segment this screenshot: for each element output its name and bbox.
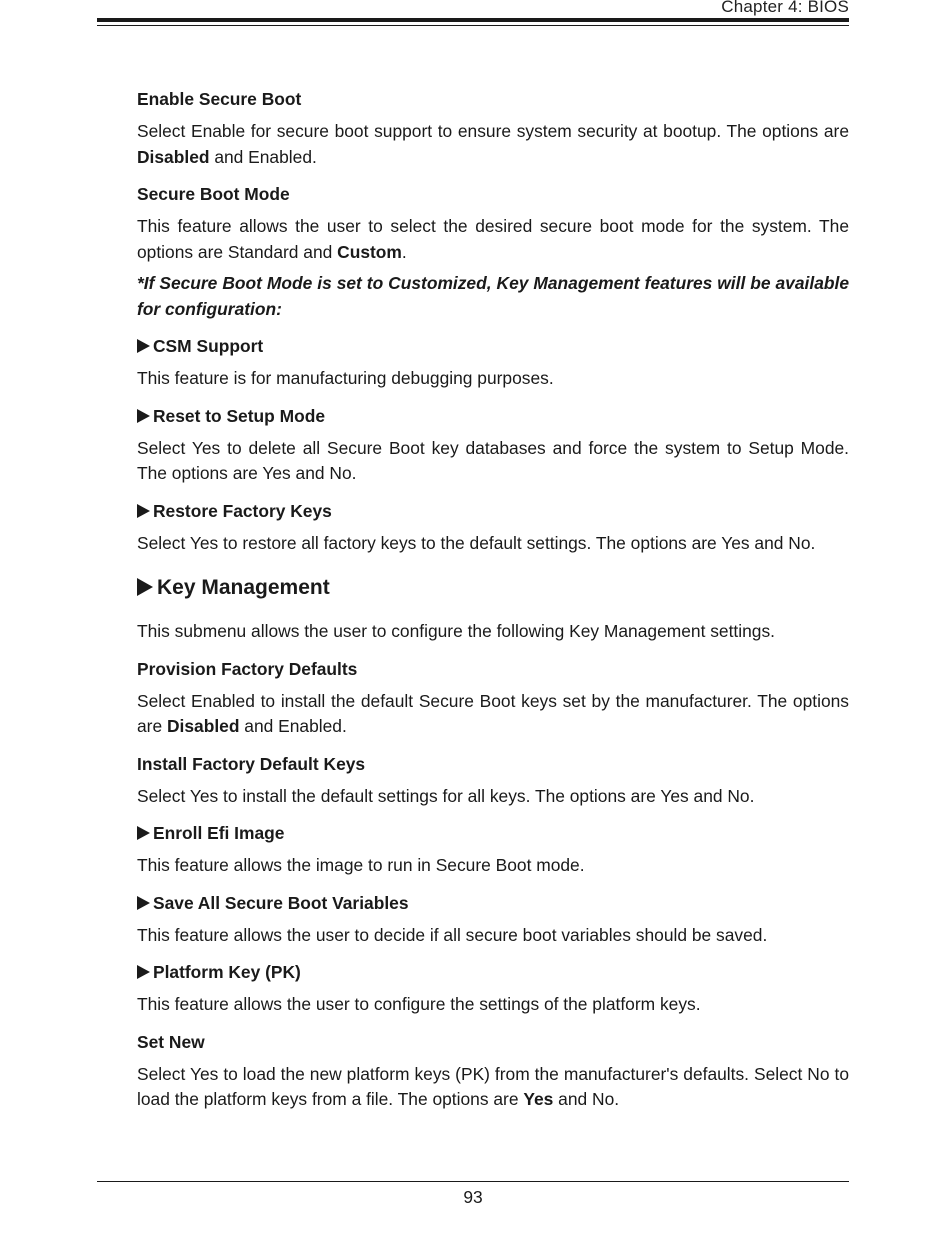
desc-set-new bbox=[137, 1062, 849, 1113]
item-enroll-efi-image bbox=[137, 822, 849, 879]
desc-text: and No. bbox=[553, 1089, 620, 1109]
heading-platform-key bbox=[137, 961, 849, 983]
heading-enroll-efi-image bbox=[137, 822, 849, 844]
section-key-management bbox=[137, 575, 849, 645]
desc-reset-to-setup-mode: Select Yes to delete all Secure Boot key databases and force the system to Setup Mode. The options are Yes and No. bbox=[137, 437, 849, 483]
desc-enable-secure-boot bbox=[137, 119, 849, 170]
submenu-arrow-icon bbox=[137, 578, 153, 596]
heading-label: Restore Factory Keys bbox=[153, 500, 332, 521]
submenu-arrow-icon bbox=[137, 409, 150, 423]
page-content bbox=[137, 88, 849, 1113]
desc-provision-factory-defaults bbox=[137, 689, 849, 740]
item-enable-secure-boot bbox=[137, 88, 849, 170]
heading-label: Save All Secure Boot Variables bbox=[153, 892, 409, 913]
desc-text: This feature allows the user to select the desired secure boot mode for the system. The options are Standard and bbox=[137, 216, 849, 262]
heading-save-all-secure-boot-variables bbox=[137, 892, 849, 914]
item-install-factory-default-keys bbox=[137, 753, 849, 810]
heading-label: CSM Support bbox=[153, 336, 264, 356]
desc-secure-boot-mode bbox=[137, 214, 849, 265]
desc-csm-support: This feature is for manufacturing debugging purposes. bbox=[137, 368, 554, 388]
item-restore-factory-keys bbox=[137, 500, 849, 557]
desc-text: and Enabled. bbox=[239, 716, 347, 736]
chapter-header: Chapter 4: BIOS bbox=[721, 0, 849, 16]
heading-restore-factory-keys bbox=[137, 500, 849, 522]
desc-text: Select Enabled to install the default Secure Boot keys set by the manufacturer. The options are bbox=[137, 690, 849, 736]
item-secure-boot-mode bbox=[137, 183, 849, 265]
submenu-arrow-icon bbox=[137, 826, 150, 840]
default-option: Disabled bbox=[166, 716, 240, 736]
default-option: Custom bbox=[337, 241, 402, 262]
header-rule-thin bbox=[97, 25, 849, 26]
heading-secure-boot-mode: Secure Boot Mode bbox=[137, 184, 290, 204]
desc-save-all-secure-boot-variables: This feature allows the user to decide if all secure boot variables should be saved. bbox=[137, 924, 768, 945]
heading-csm-support bbox=[137, 335, 849, 357]
desc-text: Select Yes to load the new platform keys (PK) from the manufacturer's defaults. Select No to load the platform keys from a file. The options are bbox=[137, 1063, 849, 1109]
item-platform-key bbox=[137, 961, 849, 1018]
submenu-arrow-icon bbox=[137, 339, 150, 353]
desc-text: and Enabled. bbox=[209, 146, 317, 167]
desc-text: Select Enable for secure boot support to ensure system security at bootup. The options are bbox=[137, 121, 849, 141]
desc-key-management: This submenu allows the user to configure the following Key Management settings. bbox=[137, 621, 776, 641]
item-csm-support bbox=[137, 335, 849, 392]
item-reset-to-setup-mode bbox=[137, 405, 849, 487]
page-number: 93 bbox=[463, 1187, 483, 1207]
heading-label: Reset to Setup Mode bbox=[153, 405, 325, 426]
submenu-arrow-icon bbox=[137, 896, 150, 910]
desc-install-factory-default-keys: Select Yes to install the default settings for all keys. The options are Yes and No. bbox=[137, 785, 755, 806]
submenu-arrow-icon bbox=[137, 504, 150, 518]
header-rule-thick bbox=[97, 18, 849, 22]
heading-set-new: Set New bbox=[137, 1031, 205, 1052]
desc-enroll-efi-image: This feature allows the image to run in Secure Boot mode. bbox=[137, 855, 585, 875]
desc-restore-factory-keys: Select Yes to restore all factory keys to the default settings. The options are Yes and No. bbox=[137, 532, 816, 553]
default-option: Disabled bbox=[137, 146, 210, 167]
desc-text: . bbox=[401, 241, 407, 262]
heading-install-factory-default-keys: Install Factory Default Keys bbox=[137, 753, 366, 774]
heading-provision-factory-defaults: Provision Factory Defaults bbox=[137, 658, 358, 679]
item-save-all-secure-boot-variables bbox=[137, 892, 849, 949]
desc-platform-key: This feature allows the user to configure the settings of the platform keys. bbox=[137, 994, 701, 1014]
default-option: Yes bbox=[523, 1089, 554, 1109]
footer-rule bbox=[97, 1181, 849, 1182]
submenu-arrow-icon bbox=[137, 965, 150, 979]
heading-key-management bbox=[137, 575, 849, 601]
heading-label: Enroll Efi Image bbox=[153, 823, 285, 843]
customized-note: *If Secure Boot Mode is set to Customized, Key Management features will be available for configuration: bbox=[137, 273, 849, 319]
heading-label: Key Management bbox=[157, 576, 330, 599]
item-set-new bbox=[137, 1031, 849, 1113]
item-provision-factory-defaults bbox=[137, 658, 849, 740]
heading-reset-to-setup-mode bbox=[137, 405, 849, 427]
heading-label: Platform Key (PK) bbox=[153, 962, 301, 982]
heading-enable-secure-boot: Enable Secure Boot bbox=[137, 89, 302, 109]
